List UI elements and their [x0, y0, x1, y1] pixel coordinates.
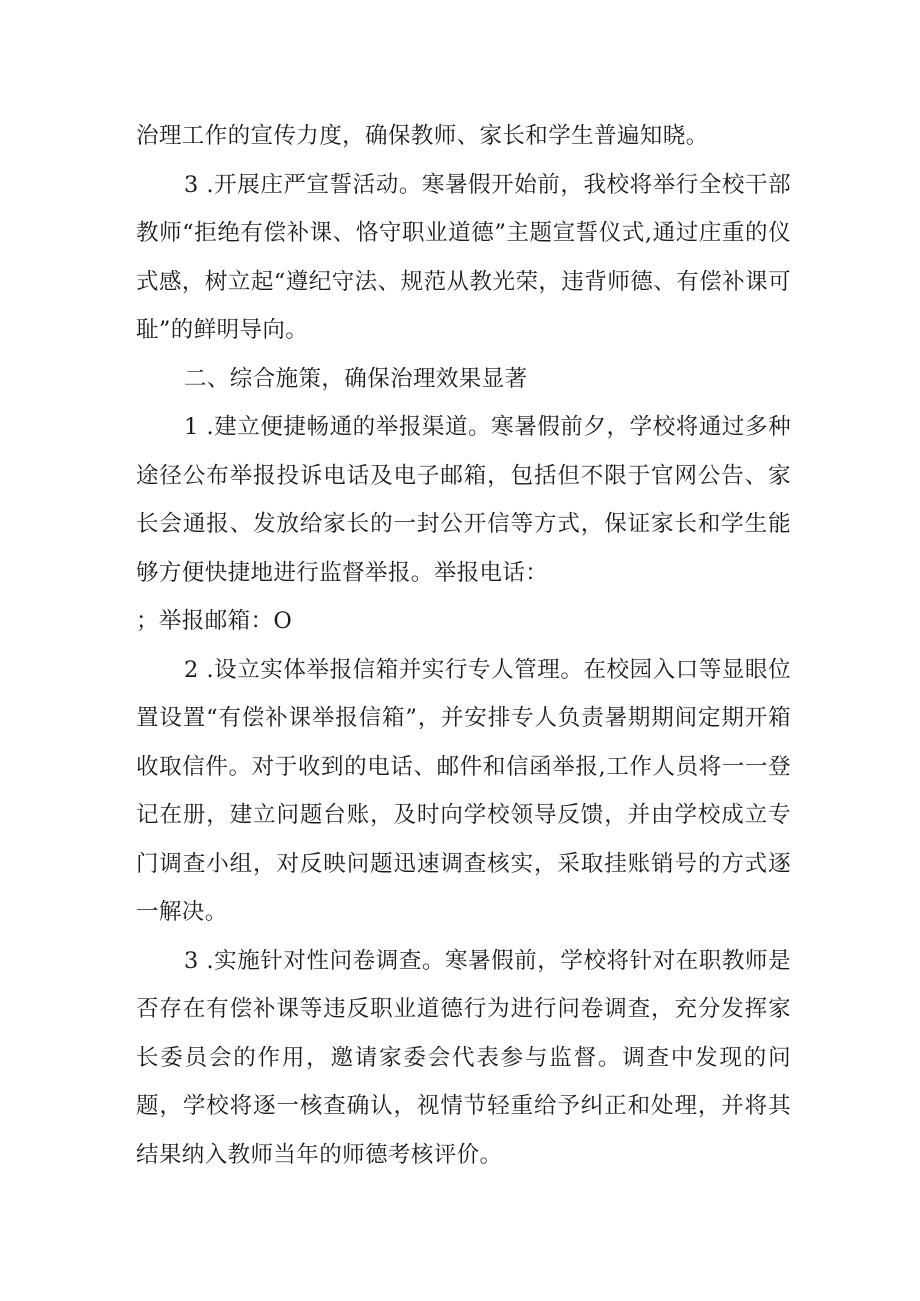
- paragraph-continuation: 治理工作的宣传力度，确保教师、家长和学生普遍知晓。: [136, 123, 709, 149]
- document-body: [136, 112, 791, 1179]
- paragraph-oath-activity: 3 .开展庄严宣誓活动。寒暑假开始前，我校将举行全校干部教师“拒绝有偿补课、恪守职业道德”主题宣誓仪式,通过庄重的仪式感，树立起“遵纪守法、规范从教光荣，违背师德、有偿补课可耻”的鲜明导向。: [136, 171, 791, 343]
- paragraph-reporting-channels: 1 .建立便捷畅通的举报渠道。寒暑假前夕，学校将通过多种途径公布举报投诉电话及电子邮箱，包括但不限于官网公告、家长会通报、发放给家长的一封公开信等方式，保证家长和学生能够方便快捷地进行监督举报。举报电话：: [136, 414, 791, 586]
- paragraph-questionnaire: 3 .实施针对性问卷调查。寒暑假前，学校将针对在职教师是否存在有偿补课等违反职业道德行为进行问卷调查，充分发挥家长委员会的作用，邀请家委会代表参与监督。调查中发现的问题，学校将逐一核查确认，视情节轻重给予纠正和处理，并将其结果纳入教师当年的师德考核评价。: [136, 947, 791, 1168]
- paragraph-report-email: ；举报邮箱：O: [136, 608, 293, 634]
- section-heading-comprehensive-measures: 二、综合施策，确保治理效果显著: [184, 365, 528, 392]
- paragraph-report-mailbox: 2 .设立实体举报信箱并实行专人管理。在校园入口等显眼位置设置“有偿补课举报信箱”，并安排专人负责暑期期间定期开箱收取信件。对于收到的电话、邮件和信函举报,工作人员将一一登记在册，建立问题台账，及时向学校领导反馈，并由学校成立专门调查小组，对反映问题迅速调查核实，采取挂账销号的方式逐一解决。: [136, 656, 791, 925]
